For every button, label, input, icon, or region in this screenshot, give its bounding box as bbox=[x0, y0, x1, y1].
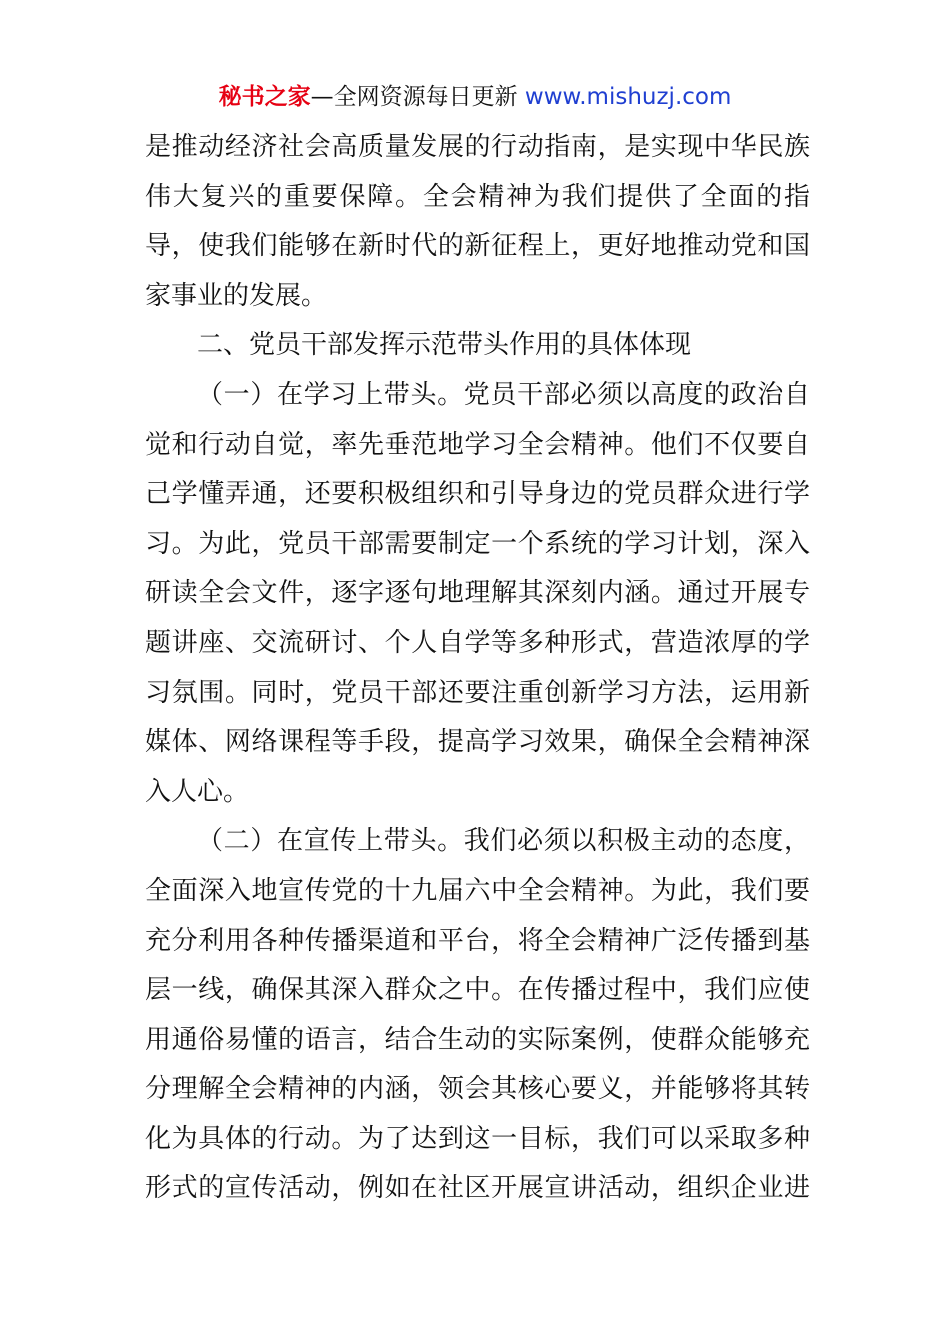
site-brand: 秘书之家 bbox=[218, 84, 311, 110]
text-line: 入人心。 bbox=[145, 776, 250, 807]
text-line: 形式的宣传活动，例如在社区开展宣讲活动，组织企业进 bbox=[145, 1173, 810, 1204]
text-line: 分理解全会精神的内涵，领会其核心要义，并能够将其转 bbox=[145, 1074, 810, 1105]
text-line: 家事业的发展。 bbox=[145, 280, 328, 311]
text-line: 觉和行动自觉，率先垂范地学习全会精神。他们不仅要自 bbox=[145, 429, 810, 460]
text-line: 用通俗易懂的语言，结合生动的实际案例，使群众能够充 bbox=[145, 1024, 810, 1055]
text-line: 二、党员干部发挥示范带头作用的具体体现 bbox=[197, 330, 692, 361]
text-line: 层一线，确保其深入群众之中。在传播过程中，我们应使 bbox=[145, 975, 810, 1006]
text-line: 是推动经济社会高质量发展的行动指南，是实现中华民族 bbox=[145, 132, 810, 162]
text-line: 伟大复兴的重要保障。全会精神为我们提供了全面的指 bbox=[145, 181, 810, 212]
page-header bbox=[0, 80, 950, 114]
text-line: 化为具体的行动。为了达到这一目标，我们可以采取多种 bbox=[145, 1123, 810, 1154]
text-line: 全面深入地宣传党的十九届六中全会精神。为此，我们要 bbox=[145, 875, 810, 906]
site-url-link[interactable]: www.mishuzj.com bbox=[524, 84, 732, 110]
text-line: 题讲座、交流研讨、个人自学等多种形式，营造浓厚的学 bbox=[145, 627, 810, 658]
text-line: 媒体、网络课程等手段，提高学习效果，确保全会精神深 bbox=[145, 727, 810, 758]
document-body bbox=[145, 123, 810, 1214]
text-line: 习氛围。同时，党员干部还要注重创新学习方法，运用新 bbox=[145, 677, 810, 708]
text-line: 导，使我们能够在新时代的新征程上，更好地推动党和国 bbox=[145, 231, 810, 262]
site-tagline: —全网资源每日更新 bbox=[310, 84, 518, 110]
text-line: （一）在学习上带头。党员干部必须以高度的政治自 bbox=[197, 379, 810, 410]
text-line: 研读全会文件，逐字逐句地理解其深刻内涵。通过开展专 bbox=[145, 578, 810, 609]
text-line: （二）在宣传上带头。我们必须以积极主动的态度， bbox=[197, 826, 810, 857]
text-line: 习。为此，党员干部需要制定一个系统的学习计划，深入 bbox=[145, 528, 810, 559]
text-line: 己学懂弄通，还要积极组织和引导身边的党员群众进行学 bbox=[145, 479, 810, 510]
text-line: 充分利用各种传播渠道和平台，将全会精神广泛传播到基 bbox=[145, 925, 810, 956]
